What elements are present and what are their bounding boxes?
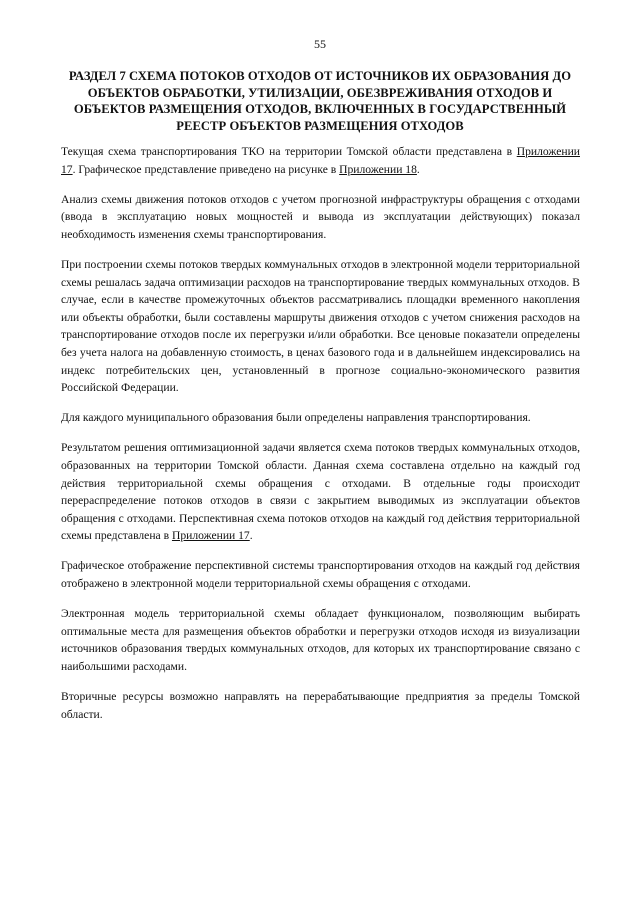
paragraph-model-construction: При построении схемы потоков твердых коммунальных отходов в электронной модели территориальной схемы решалась задача оптимизации расходов на транспортирование твердых коммунальных отходов. В случае, если в качестве промежуточных объектов рассматривались площадки временного накопления или объекты обработки, были составлены маршруты движения отходов с учетом снижения расходов на транспортирование отходов после их перегрузки и/или обработки. Все ценовые показатели определены без учета налога на добавленную стоимость, в ценах базового года и в дальнейшем индексировались на индекс потребительских цен, установленный в прогнозе социально-экономического развития Российской Федерации. <box>61 257 580 395</box>
paragraph-optimization-result <box>61 439 580 545</box>
paragraph-text: Текущая схема транспортирования ТКО на территории Томской области представлена в <box>61 145 517 158</box>
paragraph-secondary-resources: Вторичные ресурсы возможно направлять на перерабатывающие предприятия за пределы Томской области. <box>61 689 580 721</box>
page-number: 55 <box>314 37 326 51</box>
paragraph-text: . <box>416 162 420 176</box>
paragraph-text: . <box>249 529 253 543</box>
body-text <box>61 143 580 736</box>
appendix-17-link[interactable]: Приложении 17 <box>61 145 580 176</box>
appendix-17-link[interactable]: Приложении 17 <box>171 529 250 543</box>
section-title: РАЗДЕЛ 7 СХЕМА ПОТОКОВ ОТХОДОВ ОТ ИСТОЧНИКОВ ИХ ОБРАЗОВАНИЯ ДО ОБЪЕКТОВ ОБРАБОТКИ, УТИЛИЗАЦИИ, ОБЕЗВРЕЖИВАНИЯ ОТХОДОВ И ОБЪЕКТОВ РАЗМЕЩЕНИЯ ОТХОДОВ, ВКЛЮЧЕННЫХ В ГОСУДАРСТВЕННЫЙ РЕЕСТР ОБЪЕКТОВ РАЗМЕЩЕНИЯ ОТХОДОВ <box>68 69 572 133</box>
paragraph-text: . Графическое представление приведено на рисунке в <box>72 162 340 176</box>
paragraph-graphic-display: Графическое отображение перспективной системы транспортирования отходов на каждый год действия отображено в электронной модели территориальной схемы обращения с отходами. <box>61 559 580 590</box>
paragraph-analysis: Анализ схемы движения потоков отходов с учетом прогнозной инфраструктуры обращения с отходами (ввода в эксплуатацию новых мощностей и вывода из эксплуатации действующих) показал необходимость изменения схемы транспортирования. <box>61 192 580 241</box>
paragraph-current-scheme <box>61 143 580 178</box>
paragraph-electronic-model: Электронная модель территориальной схемы обладает функционалом, позволяющим выбирать оптимальные места для размещения объектов обработки и перегрузки отходов исходя из визуализации источников образования твердых коммунальных отходов, для которых их транспортирование связано с наибольшими расходами. <box>61 607 580 673</box>
appendix-18-link[interactable]: Приложении 18 <box>339 162 417 176</box>
paragraph-directions: Для каждого муниципального образования были определены направления транспортирования. <box>61 411 531 425</box>
paragraph-text: Результатом решения оптимизационной задачи является схема потоков твердых коммунальных отходов, образованных на территории Томской области. Данная схема составлена отдельно на каждый год действия территориальной схемы обращения с отходами. В отдельные годы происходит перераспределение потоков отходов в связи с закрытием выводимых из эксплуатации объектов обращения с отходами. Перспективная схема потоков отходов на каждый год действия территориальной схемы представлена в <box>61 441 580 543</box>
